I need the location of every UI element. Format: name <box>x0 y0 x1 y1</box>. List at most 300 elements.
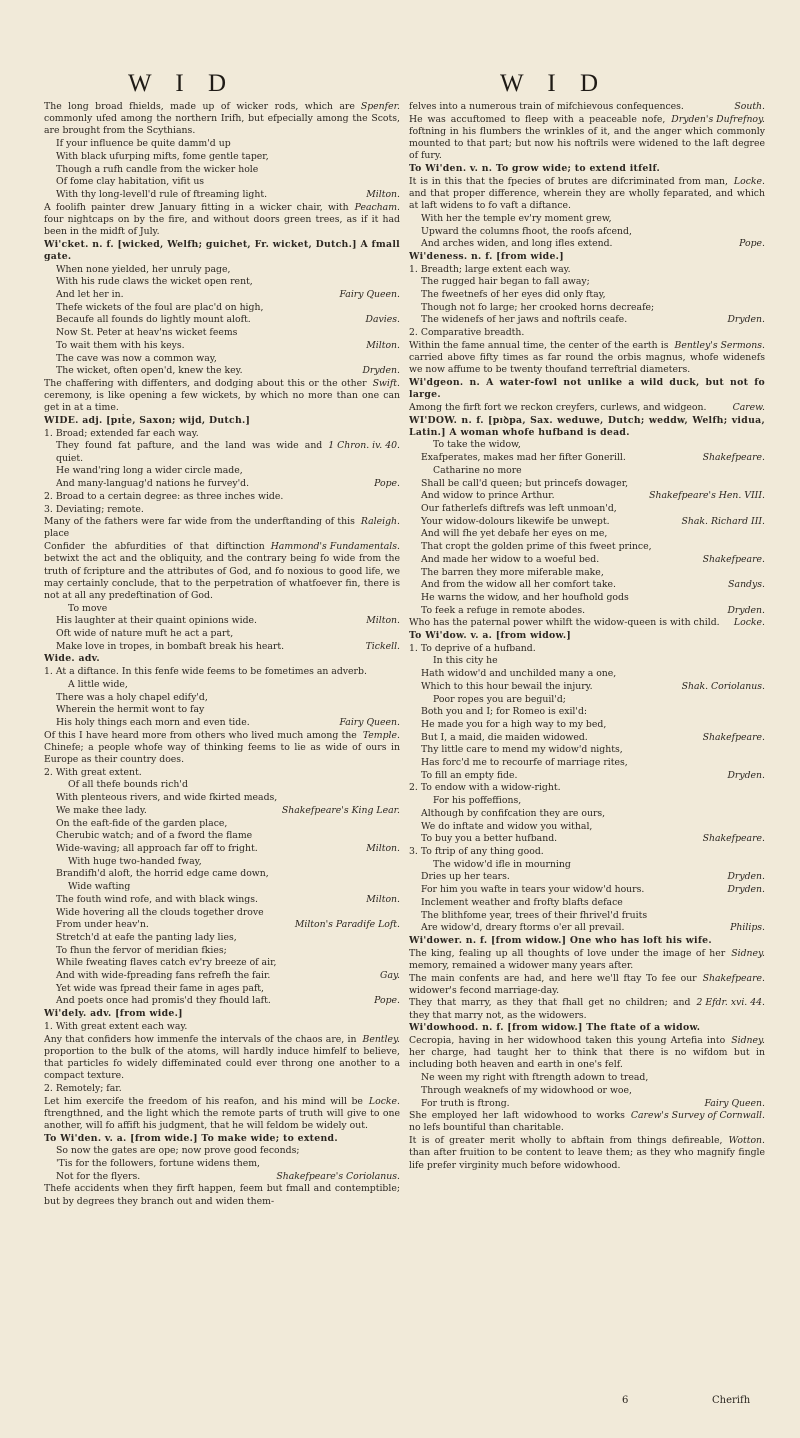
entry-text: Wide wafting <box>68 881 131 893</box>
entry-text: That cropt the golden prime of this fweet prince, <box>421 541 652 553</box>
entry-text: Make love in tropes, in bombaft break his heart. <box>56 640 285 652</box>
citation: Milton. <box>366 188 400 200</box>
entry-text: The fouth wind rofe, and with black wings. <box>56 893 258 905</box>
quotation-line <box>44 264 400 276</box>
entry-text: And let her in. <box>56 289 124 301</box>
quotation-line <box>409 314 765 326</box>
entry-text: Thy little care to mend my widow'd nights, <box>421 744 623 756</box>
entry-text: With his rude claws the wicket open rent, <box>56 276 253 288</box>
quotation-line <box>409 744 765 756</box>
entry-text: For his poffeffions, <box>433 795 522 807</box>
entry-text: Wide. adv. <box>44 653 100 665</box>
definition-paragraph <box>44 101 400 138</box>
entry-text: Oft wide of nature muft he act a part, <box>56 628 234 640</box>
quotation-line <box>44 465 400 477</box>
entry-text: Inclement weather and frofty blafts deface <box>421 896 623 908</box>
entry-text: To fhun the fervor of meridian fkies; <box>56 944 227 956</box>
quotation-line <box>44 1158 400 1170</box>
citation: South. <box>734 101 765 112</box>
entry-text: From under heav'n. <box>56 919 149 931</box>
quotation-line <box>409 554 765 566</box>
entry-text: The chaffering with diffenters, and dodging about this or the other ceremony, is like opening a few wickets, by which no more than one can get in at a time. <box>44 377 400 414</box>
definition-paragraph <box>409 1110 765 1134</box>
citation: Wotton. <box>728 1135 765 1147</box>
entry-text: For him you wafte in tears your widow'd hours. <box>421 884 645 896</box>
definition-paragraph <box>44 1183 400 1207</box>
definition-paragraph <box>409 643 765 655</box>
entry-text: 2. Comparative breadth. <box>409 327 525 339</box>
citation: Shak. Coriolanus. <box>681 680 765 692</box>
quotation-line <box>409 238 765 250</box>
quotation-line <box>409 503 765 515</box>
quotation-line <box>44 289 400 301</box>
quotation-line <box>44 176 400 188</box>
entry-text: 1. Breadth; large extent each way. <box>409 263 571 275</box>
entry-text: And will fhe yet debafe her eyes on me, <box>421 528 608 540</box>
quotation-line <box>44 932 400 944</box>
entry-headword-paragraph <box>44 1133 400 1145</box>
citation: Shakefpeare. <box>702 731 765 743</box>
entry-text: Hath widow'd and unchilded many a one, <box>421 668 617 680</box>
quotation-line <box>409 922 765 934</box>
citation: Carew. <box>732 401 765 413</box>
definition-paragraph <box>44 1021 400 1033</box>
entry-text: To move <box>68 602 108 614</box>
definition-paragraph <box>44 767 400 779</box>
entry-text: Any that confiders how immenfe the intervals of the chaos are, in proportion to the bulk of the atoms, will hardly induce himfelf to believe, that particles fo widely diffeminated could ever throng one another to a compact texture. <box>44 1033 400 1082</box>
entry-text: The blithfome year, trees of their fhrivel'd fruits <box>421 909 648 921</box>
entry-text: 2. To endow with a widow-right. <box>409 782 561 794</box>
definition-paragraph <box>44 491 400 503</box>
quotation-line <box>409 276 765 288</box>
citation: Sidney. <box>731 947 765 959</box>
entry-text: Through weaknefs of my widowhood or woe, <box>421 1084 632 1096</box>
entry-text: Wide-waving; all approach far off to fright. <box>56 842 258 854</box>
entry-text: With black ufurping mifts, fome gentle taper, <box>56 150 269 162</box>
entry-text: His laughter at their quaint opinions wide. <box>56 615 257 627</box>
citation: Bentley. <box>362 1033 400 1045</box>
citation: Locke. <box>733 617 765 629</box>
quotation-line <box>44 138 400 150</box>
quotation-line <box>409 681 765 693</box>
citation: Milton's Paradife Loft. <box>294 919 400 931</box>
entry-text: And widow to prince Arthur. <box>421 490 555 502</box>
citation: Dryden. <box>362 365 400 377</box>
citation: 2 Efdr. xvi. 44. <box>696 997 765 1009</box>
definition-paragraph <box>44 1034 400 1083</box>
definition-paragraph <box>409 846 765 858</box>
quotation-line <box>44 717 400 729</box>
entry-text: 1. To deprive of a hufband. <box>409 642 536 654</box>
citation: Fairy Queen. <box>704 1097 765 1109</box>
entry-text: With plenteous rivers, and wide fkirted meads, <box>56 792 278 804</box>
entry-text: Shall be call'd queen; but princefs dowager, <box>421 477 629 489</box>
entry-text: To feek a refuge in remote abodes. <box>421 604 586 616</box>
citation: Dryden. <box>727 314 765 326</box>
quotation-line <box>409 706 765 718</box>
entry-text: Thefe accidents when they firft happen, feem but fmall and contemptible; but by degrees they branch out and widen them- <box>44 1183 400 1207</box>
entry-text: With huge two-handed fway, <box>68 855 202 867</box>
citation: Shakefpeare. <box>702 452 765 464</box>
entry-text: Of this I have heard more from others who lived much among the Chinefe; a people whofe way of thinking feems to lie as wide of ours in Europe as their country does. <box>44 729 400 766</box>
entry-text: It is of greater merit wholly to abftain from things defireable, than after fruition to be content to leave them; as they who magnify fingle life prefer virginity much before widowhood. <box>409 1135 765 1171</box>
quotation-line <box>44 779 400 791</box>
citation: Dryden. <box>727 769 765 781</box>
entry-text: There was a holy chapel edify'd, <box>56 691 208 703</box>
entry-text: Of fome clay habitation, vifit us <box>56 176 205 188</box>
entry-text: Which to this hour bewail the injury. <box>421 680 593 692</box>
left-column <box>44 101 400 1391</box>
quotation-line <box>409 732 765 744</box>
quotation-line <box>409 871 765 883</box>
quotation-line <box>44 679 400 691</box>
citation: Philips. <box>730 922 765 934</box>
entry-text: Your widow-dolours likewife be unwept. <box>421 515 610 527</box>
definition-paragraph <box>44 730 400 767</box>
definition-paragraph <box>409 997 765 1021</box>
entry-text: While fweating flaves catch ev'ry breeze of air, <box>56 957 277 969</box>
entry-headword-paragraph <box>44 653 400 665</box>
quotation-line <box>409 567 765 579</box>
entry-text: Becaufe all founds do lightly mount aloft. <box>56 314 251 326</box>
entry-text: Ne ween my right with ftrength adown to tread, <box>421 1072 649 1084</box>
quotation-line <box>409 439 765 451</box>
citation: Dryden. <box>727 604 765 616</box>
citation: Sidney. <box>731 1035 765 1047</box>
entry-text: The long broad fhields, made up of wicker rods, which are commonly ufed among the northern Irifh, but efpecially among the Scots, are brought from the Scythians. <box>44 101 400 137</box>
citation: Shak. Richard III. <box>681 515 765 527</box>
definition-paragraph <box>44 541 400 602</box>
definition-paragraph <box>44 202 400 239</box>
entry-text: Wi'dely. adv. [from wide.] <box>44 1008 183 1020</box>
quotation-line <box>409 821 765 833</box>
quotation-line <box>409 528 765 540</box>
entry-text: The rugged hair began to fall away; <box>421 276 590 288</box>
citation: Pope. <box>374 478 400 490</box>
entry-text: The cave was now a common way, <box>56 352 217 364</box>
definition-paragraph <box>44 1096 400 1133</box>
entry-text: 'Tis for the followers, fortune widens them, <box>56 1158 260 1170</box>
quotation-line <box>44 440 400 464</box>
quotation-line <box>44 830 400 842</box>
quotation-line <box>44 894 400 906</box>
entry-text: The king, fealing up all thoughts of love under the image of her memory, remained a widower many years after. <box>409 947 726 971</box>
quotation-line <box>44 957 400 969</box>
citation: Gay. <box>380 970 400 982</box>
entry-text: Exafperates, makes mad her fifter Gonerill. <box>421 452 626 464</box>
citation: Locke. <box>368 1095 400 1107</box>
entry-text: And made her widow to a woeful bed. <box>421 553 600 565</box>
entry-text: And from the widow all her comfort take. <box>421 579 616 591</box>
entry-text: Although by confifcation they are ours, <box>421 807 606 819</box>
definition-paragraph <box>409 1035 765 1072</box>
quotation-line <box>44 641 400 653</box>
entry-text: Not for the flyers. <box>56 1170 141 1182</box>
definition-paragraph <box>409 402 765 414</box>
quotation-line <box>409 465 765 477</box>
entry-text: A foolifh painter drew January fitting in a wicker chair, with four nightcaps on by the fire, and without doors green trees, as if it had been in the midft of July. <box>44 201 400 238</box>
entry-headword-paragraph <box>44 239 400 263</box>
citation: Milton. <box>366 842 400 854</box>
quotation-line <box>44 1145 400 1157</box>
definition-paragraph <box>44 504 400 516</box>
quotation-line <box>409 592 765 604</box>
entry-text: On the eaft-fide of the garden place, <box>56 817 228 829</box>
entry-text: They found fat pafture, and the land was wide and quiet. <box>56 440 323 464</box>
entry-text: WIDE. adj. [pıṫe, Saxon; wijd, Dutch.] <box>44 415 251 427</box>
entry-text: Now St. Peter at heav'ns wicket feems <box>56 327 238 339</box>
quotation-line <box>44 353 400 365</box>
quotation-line <box>44 340 400 352</box>
entry-text: Catharine no more <box>433 464 522 476</box>
quotation-line <box>44 843 400 855</box>
citation: 1 Chron. iv. 40. <box>328 440 400 452</box>
citation: Bentley's Sermons. <box>674 339 765 351</box>
quotation-line <box>44 856 400 868</box>
entry-text: 1. Broad; extended far each way. <box>44 427 199 439</box>
entry-text: Confider the abfurdities of that diftinction betwixt the act and the obliquity, and the contrary being fo wide from the truth of fcripture and the attributes of God, and fo noxious to good life, we may certainly conclude, that to the perpetration of whatfoever fin, there is not at all any predeftination of God. <box>44 541 400 601</box>
entry-text: 1. At a diftance. In this fenfe wide feems to be fometimes an adverb. <box>44 666 367 678</box>
citation: Shakefpeare's King Lear. <box>281 804 400 816</box>
right-column <box>409 101 765 1391</box>
citation: Shakefpeare. <box>702 833 765 845</box>
entry-text: It is in this that the fpecies of brutes are difcriminated from man, and that proper difference, wherein they are wholly feparated, and which at laft widens to fo vaft a diftance. <box>409 175 765 212</box>
quotation-line <box>44 907 400 919</box>
entry-text: To fill an empty fide. <box>421 769 518 781</box>
entry-text: To Wi'den. v. n. To grow wide; to extend itfelf. <box>409 163 660 175</box>
definition-paragraph <box>409 948 765 972</box>
entry-text: He made you for a high way to my bed, <box>421 718 607 730</box>
entry-text: Let him exercife the freedom of his reafon, and his mind will be ftrengthned, and the light which the remote parts of truth will give to one another, will fo affift his judgment, that he will feldom be widely out. <box>44 1095 400 1131</box>
quotation-line <box>409 770 765 782</box>
quotation-line <box>409 808 765 820</box>
citation: Milton. <box>366 615 400 627</box>
entry-text: So now the gates are ope; now prove good feconds; <box>56 1145 300 1157</box>
entry-text: For truth is ftrong. <box>421 1097 510 1109</box>
entry-headword-paragraph <box>409 377 765 401</box>
entry-text: The barren they more miferable make, <box>421 566 604 578</box>
citation: Raleigh. <box>360 516 400 528</box>
entry-text: Brandifh'd aloft, the horrid edge came down, <box>56 868 269 880</box>
entry-text: felves into a numerous train of mifchievous confequences. <box>409 101 684 112</box>
quotation-line <box>409 668 765 680</box>
quotation-line <box>409 757 765 769</box>
quotation-line <box>409 1085 765 1097</box>
citation: Shakefpeare. <box>702 972 765 984</box>
quotation-line <box>409 897 765 909</box>
definition-paragraph <box>409 327 765 339</box>
entry-text: Wi'cket. n. f. [wicked, Welfh; guichet, Fr. wicket, Dutch.] A fmall gate. <box>44 238 400 262</box>
entry-text: Within the fame annual time, the center of the earth is carried above fifty times as far round the orbis magnus, whofe widenefs we now affume to be twenty thoufand terreftrial diameters. <box>409 339 765 376</box>
entry-text: Wi'dower. n. f. [from widow.] One who has loft his wife. <box>409 934 712 946</box>
entry-text: He wand'ring long a wider circle made, <box>56 465 243 477</box>
citation: Carew's Survey of Cornwall. <box>630 1110 765 1122</box>
entry-text: We do inftate and widow you withal, <box>421 820 593 832</box>
definition-paragraph <box>409 973 765 997</box>
quotation-line <box>409 833 765 845</box>
quotation-line <box>44 805 400 817</box>
quotation-line <box>44 868 400 880</box>
header-left: W I D <box>128 70 236 97</box>
entry-text: The fweetnefs of her eyes did only ftay, <box>421 289 606 301</box>
quotation-line <box>409 579 765 591</box>
entry-text: To Wi'den. v. a. [from wide.] To make wide; to extend. <box>44 1132 338 1144</box>
citation: Milton. <box>366 893 400 905</box>
definition-paragraph <box>409 1135 765 1172</box>
definition-paragraph <box>44 1083 400 1095</box>
entry-text: Cecropia, having in her widowhood taken this young Artefia into her charge, had taught her to think that there is no wifdom but in including both heaven and earth in one's felf. <box>409 1035 765 1071</box>
entry-text: To wait them with his keys. <box>56 339 185 351</box>
entry-text: The main confents are had, and here we'll ftay To fee our widower's fecond marriage-day. <box>409 972 697 996</box>
entry-text: Are widow'd, dreary ftorms o'er all prevail. <box>421 922 625 934</box>
quotation-line <box>44 189 400 201</box>
quotation-line <box>44 314 400 326</box>
quotation-line <box>44 881 400 893</box>
entry-text: Yet wide was fpread their fame in ages paft, <box>56 982 264 994</box>
definition-paragraph <box>409 264 765 276</box>
entry-headword-paragraph <box>44 1008 400 1020</box>
quotation-line <box>409 694 765 706</box>
citation: Temple. <box>362 729 400 741</box>
citation: Fairy Queen. <box>339 289 400 301</box>
quotation-line <box>44 628 400 640</box>
quotation-line <box>409 516 765 528</box>
citation: Locke. <box>733 175 765 187</box>
quotation-line <box>44 692 400 704</box>
citation: Pope. <box>374 995 400 1007</box>
entry-text: WI'DOW. n. f. [pıꝺpa, Sax. weduwe, Dutch; weddw, Welfh; vidua, Latin.] A woman whofe hufband is dead. <box>409 414 765 438</box>
entry-text: 1. With great extent each way. <box>44 1020 188 1032</box>
quotation-line <box>44 302 400 314</box>
quotation-line <box>44 945 400 957</box>
quotation-line <box>409 289 765 301</box>
definition-paragraph <box>44 428 400 440</box>
definition-paragraph <box>409 340 765 377</box>
quotation-line <box>44 1171 400 1183</box>
entry-text: 3. Deviating; remote. <box>44 503 144 515</box>
citation: Dryden. <box>727 884 765 896</box>
quotation-line <box>409 541 765 553</box>
entry-text: The wicket, often open'd, knew the key. <box>56 365 243 377</box>
definition-paragraph <box>44 516 400 540</box>
definition-paragraph <box>409 617 765 629</box>
citation: Milton. <box>366 339 400 351</box>
quotation-line <box>44 327 400 339</box>
quotation-line <box>409 302 765 314</box>
quotation-line <box>44 276 400 288</box>
citation: Tickell. <box>365 640 400 652</box>
entry-text: 2. Remotely; far. <box>44 1082 122 1094</box>
quotation-line <box>44 603 400 615</box>
entry-text: Wi'dgeon. n. A water-fowl not unlike a wild duck, but not fo large. <box>409 376 765 401</box>
quotation-line <box>44 164 400 176</box>
definition-paragraph <box>44 666 400 678</box>
entry-headword-paragraph <box>44 415 400 427</box>
entry-text: Stretch'd at eafe the panting lady lies, <box>56 931 237 943</box>
entry-text: In this city he <box>433 655 498 667</box>
quotation-line <box>409 490 765 502</box>
entry-text: When none yielded, her unruly page, <box>56 263 231 275</box>
page-footer <box>0 1395 800 1411</box>
citation: Dryden's Dufrefnoy. <box>671 113 765 125</box>
entry-text: We make thee lady. <box>56 804 147 816</box>
entry-text: Thefe wickets of the foul are plac'd on high, <box>56 301 264 313</box>
entry-text: Of all thefe bounds rich'd <box>68 779 188 791</box>
citation: Peacham. <box>354 201 400 213</box>
entry-text: Who has the paternal power whilft the widow-queen is with child. <box>409 617 720 629</box>
entry-text: She employed her laft widowhood to works no lefs bountiful than charitable. <box>409 1110 625 1134</box>
entry-text: He warns the widow, and her houfhold gods <box>421 591 629 603</box>
quotation-line <box>44 792 400 804</box>
citation: Fairy Queen. <box>339 716 400 728</box>
entry-text: And with wide-fpreading fans refrefh the fair. <box>56 970 271 982</box>
quotation-line <box>44 970 400 982</box>
entry-text: And many-languag'd nations he furvey'd. <box>56 478 250 490</box>
entry-headword-paragraph <box>409 630 765 642</box>
entry-text: To buy you a better hufband. <box>421 833 558 845</box>
citation: Shakefpeare's Coriolanus. <box>276 1170 400 1182</box>
quotation-line <box>44 151 400 163</box>
entry-text: And arches widen, and long ifles extend. <box>421 238 613 250</box>
entry-text: Poor ropes you are beguil'd; <box>433 693 566 705</box>
entry-text: Wi'dowhood. n. f. [from widow.] The ftate of a widow. <box>409 1022 701 1034</box>
definition-paragraph <box>409 782 765 794</box>
quotation-line <box>409 226 765 238</box>
entry-text: A little wide, <box>68 678 128 690</box>
quotation-line <box>409 884 765 896</box>
entry-headword-paragraph <box>409 935 765 947</box>
quotation-line <box>44 365 400 377</box>
entry-text: Dries up her tears. <box>421 871 510 883</box>
quotation-line <box>44 478 400 490</box>
quotation-line <box>44 615 400 627</box>
quotation-line <box>44 983 400 995</box>
header-right: W I D <box>500 70 608 97</box>
entry-text: If your influence be quite damm'd up <box>56 138 231 150</box>
entry-text: Among the firft fort we reckon creyfers, curlews, and widgeon. <box>409 401 707 413</box>
quotation-line <box>409 719 765 731</box>
definition-paragraph <box>44 378 400 415</box>
quotation-line <box>409 605 765 617</box>
entry-text: Our fatherlefs diftrefs was left unmoan'd, <box>421 503 617 514</box>
definition-paragraph <box>409 101 765 113</box>
entry-text: Cherubic watch; and of a fword the flame <box>56 830 253 842</box>
entry-text: Has forc'd me to recourfe of marriage rites, <box>421 757 628 769</box>
entry-text: With her the temple ev'ry moment grew, <box>421 212 612 224</box>
citation: Swift. <box>372 377 400 389</box>
entry-text: Upward the columns fhoot, the roofs afcend, <box>421 225 632 237</box>
citation: Pope. <box>739 238 765 250</box>
entry-headword-paragraph <box>409 251 765 263</box>
entry-text: And poets once had promis'd they fhould laft. <box>56 995 271 1007</box>
definition-paragraph <box>409 114 765 163</box>
quotation-line <box>409 655 765 667</box>
entry-text: He was accuftomed to fleep with a peaceable nofe, foftning in his flumbers the wrinkles of it, and the anger which commonly mounted to that part; but now his noftrils were widened to the laft degree of fury. <box>409 113 765 162</box>
quotation-line <box>44 818 400 830</box>
citation: Hammond's Fundamentals. <box>270 541 400 553</box>
definition-paragraph <box>409 176 765 213</box>
running-header <box>0 70 800 100</box>
entry-text: 3. To ftrip of any thing good. <box>409 845 544 857</box>
entry-text: Many of the fathers were far wide from the underftanding of this place <box>44 516 355 540</box>
entry-text: 2. Broad to a certain degree: as three inches wide. <box>44 490 284 502</box>
entry-text: 2. With great extent. <box>44 766 142 778</box>
quotation-line <box>409 1072 765 1084</box>
quotation-line <box>409 478 765 490</box>
quotation-line <box>44 919 400 931</box>
quotation-line <box>409 452 765 464</box>
entry-text: With thy long-levell'd rule of ftreaming light. <box>56 188 268 200</box>
